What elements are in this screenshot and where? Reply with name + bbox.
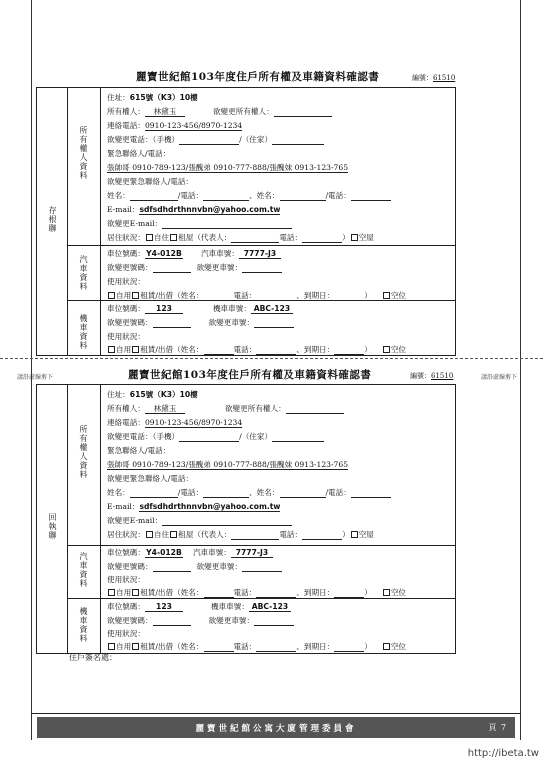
rent-label: 租屋（代表人： bbox=[178, 530, 232, 539]
home-label: /（住家） bbox=[239, 135, 273, 144]
address-label: 住址： bbox=[107, 390, 130, 399]
car-vacant-label: 空位 bbox=[390, 291, 407, 300]
emergency-row bbox=[107, 164, 348, 173]
car-plate-label: 汽車車號： bbox=[200, 249, 239, 258]
moto-own-label: 自用 bbox=[116, 642, 132, 651]
moto-slot-label: 車位號碼： bbox=[107, 602, 145, 611]
serial-label: 編號： bbox=[410, 372, 431, 380]
rep-tel-field[interactable] bbox=[302, 234, 342, 243]
phone-value: 0910-123-456/8970-1234 bbox=[144, 121, 243, 130]
self-label: 自住 bbox=[153, 233, 170, 242]
cut-label-right: 請沿虛線剪下 bbox=[481, 374, 518, 381]
owner-label: 所有權人： bbox=[107, 107, 145, 116]
car-expiry-label: 、到期日： bbox=[296, 588, 335, 597]
moto-expiry-label: 、到期日： bbox=[296, 345, 335, 354]
moto-change-slot-label: 欲變更號碼： bbox=[107, 318, 153, 327]
car-rent-checkbox[interactable] bbox=[132, 589, 139, 596]
change-emergency-row: 姓名： /電話： 、姓名： /電話： bbox=[107, 192, 391, 201]
address-value: 615號（K3）10樓 bbox=[129, 390, 198, 399]
name-label: 姓名： bbox=[256, 191, 280, 200]
cut-label-left: 請沿虛線剪下 bbox=[17, 374, 54, 381]
residence-label: 居住狀況： bbox=[107, 233, 145, 242]
change-owner-label: 欲變更所有權人： bbox=[224, 404, 286, 413]
bottom-form-table bbox=[36, 384, 456, 654]
rep-name-field[interactable] bbox=[231, 531, 279, 540]
residence-label: 居住狀況： bbox=[107, 530, 145, 539]
name-field[interactable] bbox=[280, 192, 326, 201]
car-slot-label: 車位號碼： bbox=[107, 548, 145, 557]
moto-rent-checkbox[interactable] bbox=[132, 643, 139, 650]
change-emergency-row: 姓名： /電話： 、姓名： /電話： bbox=[107, 489, 391, 498]
car-change-slot-field[interactable] bbox=[153, 563, 191, 572]
owner-value: 林黛玉 bbox=[145, 108, 185, 117]
car-expiry-field[interactable] bbox=[334, 589, 364, 598]
cut-line bbox=[0, 358, 543, 359]
car-own-checkbox[interactable] bbox=[108, 589, 115, 596]
moto-expiry-field[interactable] bbox=[334, 346, 364, 355]
name-field[interactable] bbox=[130, 489, 178, 498]
car-change-slot-label: 欲變更號碼： bbox=[107, 562, 153, 571]
moto-rent-name-field[interactable] bbox=[204, 643, 234, 652]
page-number: 頁 7 bbox=[488, 723, 507, 732]
change-email-row bbox=[107, 517, 292, 526]
moto-rent-checkbox[interactable] bbox=[132, 346, 139, 353]
car-section-label: 汽車資料 bbox=[79, 255, 88, 291]
owner-row bbox=[107, 108, 332, 117]
moto-tel-field[interactable] bbox=[256, 643, 296, 652]
car-usage-row: 自用 租賃/出借（姓名： 電話： 、到期日： ） 空位 bbox=[107, 589, 406, 598]
phone-value: 0910-123-456/8970-1234 bbox=[144, 418, 243, 427]
car-expiry-label: 、到期日： bbox=[296, 291, 335, 300]
stub-label: 存根聯 bbox=[48, 206, 57, 233]
moto-rent-label: 租賃/出借（姓名： bbox=[140, 642, 204, 651]
car-rent-label: 租賃/出借（姓名： bbox=[140, 291, 204, 300]
tel-label: /電話： bbox=[177, 488, 204, 497]
moto-plate-value: ABC-123 bbox=[251, 305, 293, 314]
change-phone-row bbox=[107, 136, 324, 145]
name-field[interactable] bbox=[280, 489, 326, 498]
car-section-label: 汽車資料 bbox=[79, 552, 88, 588]
address-row bbox=[107, 391, 198, 399]
moto-vacant-checkbox[interactable] bbox=[383, 643, 390, 650]
phone-label: 連絡電話： bbox=[107, 121, 145, 130]
moto-usage-label: 使用狀況： bbox=[107, 629, 145, 638]
moto-usage-row: 自用 租賃/出借（姓名： 電話： 、到期日： ） 空位 bbox=[107, 346, 406, 355]
rent-checkbox[interactable] bbox=[170, 531, 177, 538]
car-tel-label: 電話： bbox=[233, 291, 257, 300]
divider bbox=[68, 598, 455, 599]
change-home-field[interactable] bbox=[272, 136, 324, 145]
divider bbox=[68, 545, 455, 546]
tel-label: 電話： bbox=[279, 530, 303, 539]
change-email-row bbox=[107, 220, 292, 229]
moto-slot-row bbox=[107, 305, 293, 314]
home-label: /（住家） bbox=[239, 432, 273, 441]
moto-own-label: 自用 bbox=[116, 345, 132, 354]
car-own-label: 自用 bbox=[116, 291, 132, 300]
car-usage-label: 使用狀況： bbox=[107, 277, 145, 286]
car-change-slot-label: 欲變更號碼： bbox=[107, 263, 153, 272]
moto-slot-value: 123 bbox=[145, 305, 183, 314]
residence-row: 居住狀況： 自住 租屋（代表人： 電話： ） 空屋 bbox=[107, 530, 374, 539]
emergency-label: 緊急聯絡人/電話： bbox=[107, 149, 171, 158]
self-checkbox[interactable] bbox=[146, 234, 153, 241]
moto-section-label: 機車資料 bbox=[79, 314, 88, 350]
top-form-table bbox=[36, 87, 456, 356]
serial-value: 61510 bbox=[431, 372, 454, 380]
change-phone-label: 欲變更電話：（手機） bbox=[107, 135, 180, 144]
email-value: sdfsdhdrthnnvbn@yahoo.com.tw bbox=[139, 502, 281, 511]
moto-change-plate-label: 欲變更車號： bbox=[208, 616, 255, 625]
change-email-label: 欲變更E-mail： bbox=[107, 219, 163, 228]
divider bbox=[68, 245, 455, 246]
vacant-label: 空屋 bbox=[358, 233, 374, 242]
address-value: 615號（K3）10樓 bbox=[129, 93, 198, 102]
change-owner-field[interactable] bbox=[286, 405, 344, 414]
moto-usage-label: 使用狀況： bbox=[107, 332, 145, 341]
owner-section-label: 所有權人資料 bbox=[79, 425, 88, 479]
moto-tel-field[interactable] bbox=[256, 346, 296, 355]
moto-vacant-label: 空位 bbox=[390, 345, 407, 354]
emergency-value: 張帥哥 0910-789-123/張醜弟 0910-777-888/張醜妹 0913-123-765 bbox=[107, 460, 349, 469]
car-change-plate-field[interactable] bbox=[242, 264, 282, 273]
tel-field[interactable] bbox=[351, 489, 391, 498]
vacant-checkbox[interactable] bbox=[351, 531, 358, 538]
car-plate-label: 汽車車號： bbox=[192, 548, 231, 557]
moto-change-slot-label: 欲變更號碼： bbox=[107, 616, 153, 625]
change-emergency-label: 欲變更緊急聯絡人/電話： bbox=[107, 177, 194, 186]
change-email-field[interactable] bbox=[162, 220, 292, 229]
change-phone-row bbox=[107, 433, 324, 442]
rep-name-field[interactable] bbox=[231, 234, 279, 243]
car-vacant-label: 空位 bbox=[390, 588, 407, 597]
rent-checkbox[interactable] bbox=[170, 234, 177, 241]
change-email-label: 欲變更E-mail： bbox=[107, 516, 163, 525]
tel-label: /電話： bbox=[325, 191, 351, 200]
phone-row bbox=[107, 122, 242, 131]
moto-rent-name-field[interactable] bbox=[204, 346, 234, 355]
page-footer bbox=[31, 713, 521, 740]
car-plate-value: 7777-J3 bbox=[231, 549, 273, 558]
emergency-value: 張帥哥 0910-789-123/張醜弟 0910-777-888/張醜妹 0913-123-765 bbox=[107, 163, 349, 172]
owner-row bbox=[107, 405, 344, 414]
footer-title: 麗寶世紀館公寓大廈管理委員會 bbox=[37, 717, 515, 738]
tel-field[interactable] bbox=[203, 489, 249, 498]
serial-label: 編號： bbox=[412, 74, 433, 82]
car-rent-label: 租賃/出借（姓名： bbox=[140, 588, 204, 597]
change-mobile-field[interactable] bbox=[179, 433, 239, 442]
car-slot-value: Y4-012B bbox=[146, 249, 182, 258]
emergency-row bbox=[107, 461, 348, 470]
email-row bbox=[107, 206, 280, 215]
owner-section-label: 所有權人資料 bbox=[79, 126, 88, 180]
car-change-row bbox=[107, 264, 282, 273]
tel-label: 電話： bbox=[279, 233, 303, 242]
car-tel-field[interactable] bbox=[256, 589, 296, 598]
moto-slot-value: 123 bbox=[145, 603, 183, 612]
address-row bbox=[107, 94, 198, 102]
residence-row: 居住狀況： 自住 租屋（代表人： 電話： ） 空屋 bbox=[107, 233, 374, 242]
change-email-field[interactable] bbox=[162, 517, 292, 526]
moto-section-label: 機車資料 bbox=[79, 607, 88, 643]
moto-own-checkbox[interactable] bbox=[108, 346, 115, 353]
moto-slot-row bbox=[107, 603, 291, 612]
serial-number bbox=[412, 73, 455, 83]
tel-field[interactable] bbox=[351, 192, 391, 201]
moto-rent-label: 租賃/出借（姓名： bbox=[140, 345, 204, 354]
car-change-plate-label: 欲變更車號： bbox=[196, 562, 243, 571]
moto-expiry-label: 、到期日： bbox=[296, 642, 335, 651]
name-label: 姓名： bbox=[107, 488, 130, 497]
car-slot-row bbox=[107, 250, 281, 259]
phone-row bbox=[107, 419, 242, 428]
car-vacant-checkbox[interactable] bbox=[383, 292, 390, 299]
email-label: E-mail： bbox=[107, 502, 140, 511]
moto-expiry-field[interactable] bbox=[334, 643, 364, 652]
email-value: sdfsdhdrthnnvbn@yahoo.com.tw bbox=[139, 205, 281, 214]
car-tel-field[interactable] bbox=[256, 292, 296, 301]
moto-vacant-label: 空位 bbox=[390, 642, 407, 651]
car-change-plate-field[interactable] bbox=[242, 563, 282, 572]
moto-vacant-checkbox[interactable] bbox=[383, 346, 390, 353]
tel-label: /電話： bbox=[325, 488, 351, 497]
car-rent-name-field[interactable] bbox=[204, 589, 234, 598]
car-own-label: 自用 bbox=[116, 588, 132, 597]
car-vacant-checkbox[interactable] bbox=[383, 589, 390, 596]
car-tel-label: 電話： bbox=[233, 588, 257, 597]
moto-own-checkbox[interactable] bbox=[108, 643, 115, 650]
car-change-row bbox=[107, 563, 282, 572]
rent-label: 租屋（代表人： bbox=[178, 233, 232, 242]
self-checkbox[interactable] bbox=[146, 531, 153, 538]
form-title: 麗寶世紀館103年度住戶所有權及車籍資料確認書 bbox=[128, 369, 372, 381]
emergency-label: 緊急聯絡人/電話： bbox=[107, 446, 171, 455]
vacant-checkbox[interactable] bbox=[351, 234, 358, 241]
moto-plate-label: 機車車號： bbox=[210, 602, 249, 611]
car-change-plate-label: 欲變更車號： bbox=[196, 263, 243, 272]
serial-value: 61510 bbox=[433, 74, 456, 82]
email-row bbox=[107, 503, 280, 512]
car-slot-value: Y4-012B bbox=[146, 548, 182, 557]
watermark: http://ibeta.tw bbox=[467, 748, 539, 759]
moto-slot-label: 車位號碼： bbox=[107, 304, 145, 313]
car-plate-value: 7777-J3 bbox=[239, 250, 281, 259]
tel-label: /電話： bbox=[177, 191, 204, 200]
car-usage-label: 使用狀況： bbox=[107, 575, 145, 584]
moto-tel-label: 電話： bbox=[233, 345, 257, 354]
name-label: 姓名： bbox=[256, 488, 280, 497]
car-rent-name-field[interactable] bbox=[204, 292, 234, 301]
signature-label: 住戶簽名處： bbox=[69, 653, 117, 662]
car-usage-row: 自用 租賃/出借（姓名： 電話： 、到期日： ） 空位 bbox=[107, 292, 406, 301]
change-owner-field[interactable] bbox=[274, 108, 332, 117]
moto-plate-label: 機車車號： bbox=[212, 304, 251, 313]
change-mobile-field[interactable] bbox=[179, 136, 239, 145]
car-slot-label: 車位號碼： bbox=[107, 249, 145, 258]
moto-change-slot-field[interactable] bbox=[153, 617, 191, 626]
name-label: 姓名： bbox=[107, 191, 130, 200]
stub-label: 回執聯 bbox=[48, 513, 57, 540]
change-owner-label: 欲變更所有權人： bbox=[212, 107, 274, 116]
phone-label: 連絡電話： bbox=[107, 418, 145, 427]
moto-change-row bbox=[107, 319, 294, 328]
moto-change-slot-field[interactable] bbox=[153, 319, 191, 328]
moto-plate-value: ABC-123 bbox=[249, 603, 291, 612]
moto-change-plate-field[interactable] bbox=[254, 617, 294, 626]
change-emergency-label: 欲變更緊急聯絡人/電話： bbox=[107, 474, 194, 483]
vacant-label: 空屋 bbox=[358, 530, 374, 539]
name-field[interactable] bbox=[130, 192, 178, 201]
change-phone-label: 欲變更電話：（手機） bbox=[107, 432, 180, 441]
serial-number bbox=[410, 371, 453, 381]
email-label: E-mail： bbox=[107, 205, 140, 214]
form-title: 麗寶世紀館103年度住戶所有權及車籍資料確認書 bbox=[136, 71, 380, 83]
moto-tel-label: 電話： bbox=[233, 642, 257, 651]
car-change-slot-field[interactable] bbox=[153, 264, 191, 273]
tel-field[interactable] bbox=[203, 192, 249, 201]
moto-change-row bbox=[107, 617, 294, 626]
address-label: 住址： bbox=[107, 93, 130, 102]
self-label: 自住 bbox=[153, 530, 170, 539]
car-own-checkbox[interactable] bbox=[108, 292, 115, 299]
rep-tel-field[interactable] bbox=[302, 531, 342, 540]
owner-value: 林黛玉 bbox=[145, 405, 185, 414]
owner-label: 所有權人： bbox=[107, 404, 145, 413]
moto-usage-row: 自用 租賃/出借（姓名： 電話： 、到期日： ） 空位 bbox=[107, 643, 406, 652]
change-home-field[interactable] bbox=[272, 433, 324, 442]
car-expiry-field[interactable] bbox=[334, 292, 364, 301]
car-rent-checkbox[interactable] bbox=[132, 292, 139, 299]
moto-change-plate-field[interactable] bbox=[254, 319, 294, 328]
moto-change-plate-label: 欲變更車號： bbox=[208, 318, 255, 327]
car-slot-row bbox=[107, 549, 273, 558]
